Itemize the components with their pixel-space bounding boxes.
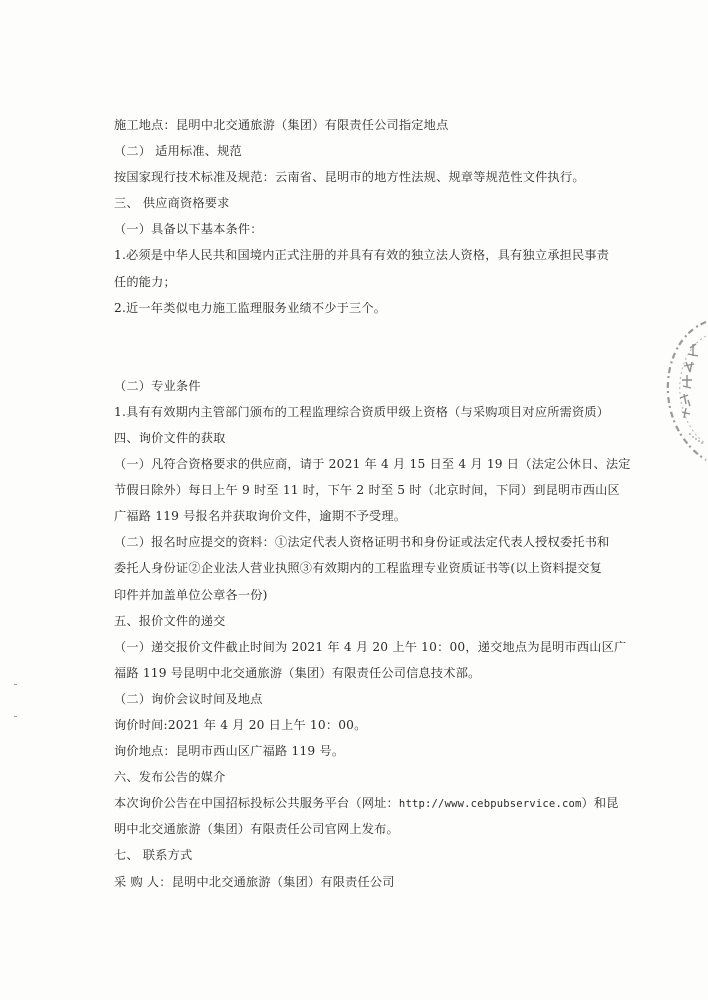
construction-location: 施工地点：昆明中北交通旅游（集团）有限责任公司指定地点	[114, 118, 449, 132]
document-body	[114, 112, 631, 895]
publication-media-line-2: 明中北交通旅游（集团）有限责任公司官网上发布。	[114, 822, 399, 837]
section-publication-media-heading: 六、发布公告的媒介	[114, 770, 226, 785]
publication-media-text-after-url: ）和昆	[581, 796, 619, 811]
basic-condition-1-continued: 任的能力；	[114, 274, 176, 289]
section-supplier-qualification-heading: 三、 供应商资格要求	[114, 196, 230, 211]
purchaser-line: 采 购 人：昆明中北交通旅游（集团）有限责任公司	[114, 874, 395, 889]
inquiry-time: 询价时间:2021 年 4 月 20 日上午 10：00。	[114, 717, 367, 732]
blank-space	[114, 321, 594, 373]
basic-condition-1: 1.必须是中华人民共和国境内正式注册的并具有有效的独立法人资格，具有独立承担民事责	[114, 248, 610, 263]
section-contact-heading: 七、 联系方式	[114, 848, 193, 863]
seal-graphic	[660, 318, 708, 468]
registration-materials-line-1: （二）报名时应提交的资料：①法定代表人资格证明书和身份证或法定代表人授权委托书和	[114, 535, 610, 550]
section-inquiry-documents-heading: 四、询价文件的获取	[114, 430, 226, 445]
subsection-basic-conditions-heading: （一）具备以下基本条件：	[114, 222, 263, 237]
scan-speck	[14, 684, 17, 685]
inquiry-documents-paragraph-line-1: （一）凡符合资格要求的供应商，请于 2021 年 4 月 15 日至 4 月 19 日（法定公休日、法定	[114, 457, 631, 472]
basic-condition-2: 2.近一年类似电力施工监理服务业绩不少于三个。	[114, 300, 387, 315]
inquiry-documents-paragraph-line-2: 节假日除外）每日上午 9 时至 11 时，下午 2 时至 5 时（北京时间，下同）到昆明市西山区	[114, 483, 620, 498]
registration-materials-line-3: 印件并加盖单位公章各一份)	[114, 587, 268, 602]
inquiry-documents-paragraph-line-3: 广福路 119 号报名并获取询价文件，逾期不予受理。	[114, 509, 407, 524]
subsection-meeting-time-place-heading: （二）询价会议时间及地点	[114, 691, 263, 706]
scan-speck	[14, 716, 17, 717]
platform-url: http://www.cebpubservice.com	[398, 798, 582, 811]
publication-media-line-1	[114, 790, 619, 816]
submission-deadline-line-2: 福路 119 号昆明中北交通旅游（集团）有限责任公司信息技术部。	[114, 665, 481, 680]
section-quotation-submission-heading: 五、报价文件的递交	[114, 613, 226, 628]
submission-deadline-line-1: （一）递交报价文件截止时间为 2021 年 4 月 20 上午 10：00，递交地点为昆明市西山区广	[114, 639, 627, 654]
registration-materials-line-2: 委托人身份证②企业法人营业执照③有效期内的工程监理专业资质证书等(以上资料提交复	[114, 561, 603, 576]
standards-text: 按国家现行技术标准及规范：云南省、昆明市的地方性法规、规章等规范性文件执行。	[114, 170, 585, 185]
subsection-professional-conditions-heading: （二）专业条件	[114, 378, 201, 393]
publication-media-text-before-url: 本次询价公告在中国招标投标公共服务平台（网址：	[114, 796, 399, 811]
professional-condition-1: 1.具有有效期内主管部门颁布的工程监理综合资质甲级上资格（与采购项目对应所需资质）	[114, 404, 610, 419]
inquiry-location: 询价地点：昆明市西山区广福路 119 号。	[114, 744, 345, 759]
subsection-standards-heading: （二） 适用标准、规范	[114, 144, 242, 159]
official-seal-fragment	[660, 318, 708, 468]
